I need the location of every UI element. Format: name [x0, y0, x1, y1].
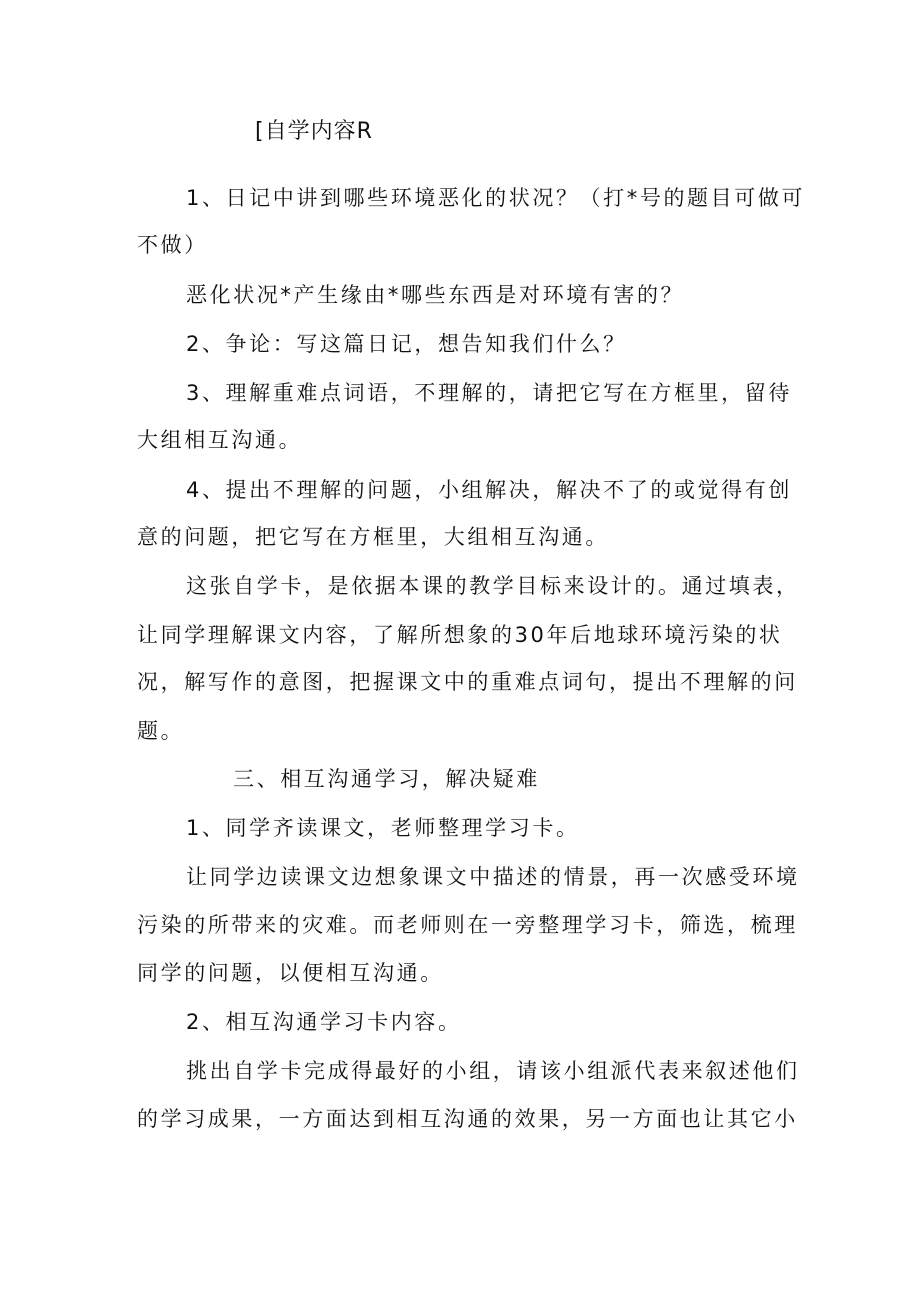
explanation-line-1: 这张自学卡，是依据本课的教学目标来设计的。通过填表， [186, 574, 800, 598]
deterioration-prompt: 恶化状况*产生缘由*哪些东西是对环境有害的？ [186, 283, 685, 307]
final-line-2: 的学习成果，一方面达到相互沟通的效果，另一方面也让其它小 [137, 1107, 798, 1131]
section-header: [自学内容R [255, 119, 373, 144]
question-4-line-1: 4、提出不理解的问题，小组解决，解决不了的或觉得有创 [186, 478, 792, 502]
question-4-line-2: 意的问题，把它写在方框里，大组相互沟通。 [137, 525, 609, 549]
question-1-line-2: 不做） [137, 233, 208, 257]
question-3-line-1: 3、理解重难点词语，不理解的，请把它写在方框里，留待 [186, 381, 792, 405]
item-2: 2、相互沟通学习卡内容。 [186, 1010, 462, 1034]
explanation-line-3: 况，解写作的意图，把握课文中的重难点词句，提出不理解的问 [137, 670, 798, 694]
question-3-line-2: 大组相互沟通。 [137, 428, 303, 452]
section-3-heading: 三、相互沟通学习，解决疑难 [233, 767, 540, 791]
item-1: 1、同学齐读课文，老师整理学习卡。 [186, 816, 580, 840]
reading-line-1: 让同学边读课文边想象课文中描述的情景，再一次感受环境 [186, 865, 800, 889]
question-2: 2、争论：写这篇日记，想告知我们什么？ [186, 332, 627, 356]
explanation-line-4: 题。 [137, 719, 185, 743]
final-line-1: 挑出自学卡完成得最好的小组，请该小组派代表来叙述他们 [186, 1059, 800, 1083]
explanation-line-2: 让同学理解课文内容，了解所想象的30年后地球环境污染的状 [137, 623, 783, 647]
reading-line-3: 同学的问题，以便相互沟通。 [137, 961, 444, 985]
question-1-line-1: 1、日记中讲到哪些环境恶化的状况？（打*号的题目可做可 [186, 186, 806, 210]
reading-line-2: 污染的所带来的灾难。而老师则在一旁整理学习卡，筛选，梳理 [137, 913, 798, 937]
